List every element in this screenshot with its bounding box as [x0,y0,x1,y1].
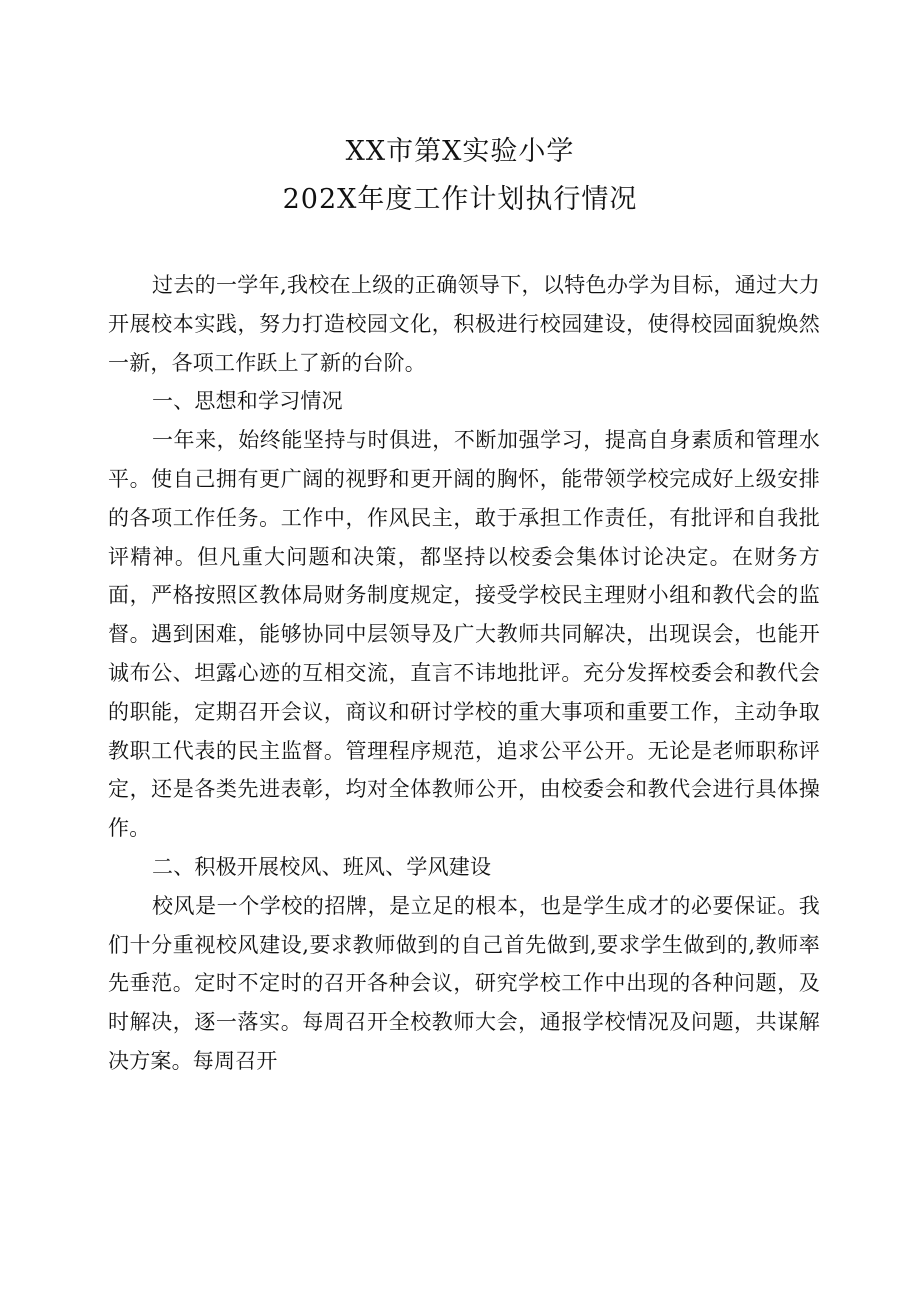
title-line-report: 202X年度工作计划执行情况 [282,184,638,215]
section-1-paragraph: 一年来，始终能坚持与时俱进，不断加强学习，提高自身素质和管理水平。使自己拥有更广阔的视野和更开阔的胸怀，能带领学校完成好上级安排的各项工作任务。工作中，作风民主，敢于承担工作责任，有批评和自我批评精神。但凡重大问题和决策，都坚持以校委会集体讨论决定。在财务方面，严格按照区教体局财务制度规定，接受学校民主理财小组和教代会的监督。遇到困难，能够协同中层领导及广大教师共同解决，出现误会，也能开诚布公、坦露心迹的互相交流，直言不讳地批评。充分发挥校委会和教代会的职能，定期召开会议，商议和研讨学校的重大事项和重要工作，主动争取教职工代表的民主监督。管理程序规范，追求公平公开。无论是老师职称评定，还是各类先进表彰，均对全体教师公开，由校委会和教代会进行具体操作。 [108,428,820,841]
document-body [108,266,820,1081]
section-heading-1: 一、思想和学习情况 [152,389,343,414]
section-2-paragraph: 校风是一个学校的招牌，是立足的根本，也是学生成才的必要保证。我们十分重视校风建设,要求教师做到的自己首先做到,要求学生做到的,教师率先垂范。定时不定时的召开各种会议，研究学校工作中出现的各种问题，及时解决，逐一落实。每周召开全校教师大会，通报学校情况及问题，共谋解决方案。每周召开 [108,893,820,1073]
title-line-school: XX市第X实验小学 [345,136,575,167]
document-title [0,128,920,224]
section-heading-2: 二、积极开展校风、班风、学风建设 [152,854,492,879]
intro-paragraph: 过去的一学年,我校在上级的正确领导下，以特色办学为目标，通过大力开展校本实践，努力打造校园文化，积极进行校园建设，使得校园面貌焕然一新，各项工作跃上了新的台阶。 [108,273,820,375]
